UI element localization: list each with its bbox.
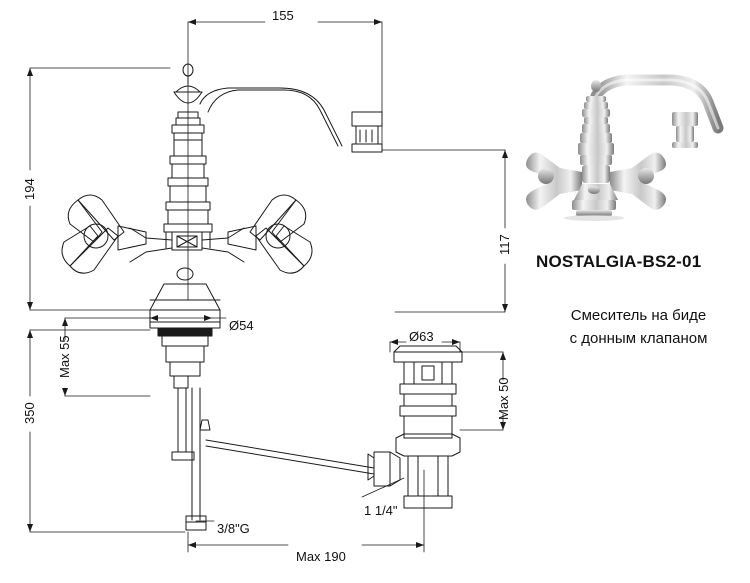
dim-label-waste-size: 1 1/4" bbox=[364, 503, 398, 518]
dim-label-max-55: Max 55 bbox=[57, 335, 72, 378]
product-code: NOSTALGIA-BS2-01 bbox=[536, 252, 702, 271]
dim-label-diameter-54: Ø54 bbox=[229, 318, 254, 333]
product-description bbox=[536, 305, 741, 350]
product-description-line1: Смеситель на биде bbox=[570, 307, 707, 324]
product-description-line2: с донным клапаном bbox=[569, 329, 708, 347]
dim-label-194: 194 bbox=[22, 178, 37, 200]
dim-label-diameter-63: Ø63 bbox=[409, 329, 434, 344]
dim-label-117: 117 bbox=[497, 234, 512, 255]
dim-label-max-190: Max 190 bbox=[296, 549, 346, 564]
dim-label-155: 155 bbox=[272, 8, 294, 23]
dim-label-350: 350 bbox=[22, 402, 37, 424]
dim-label-max-50: Max 50 bbox=[496, 377, 511, 420]
dim-label-thread-size: 3/8"G bbox=[217, 521, 250, 536]
